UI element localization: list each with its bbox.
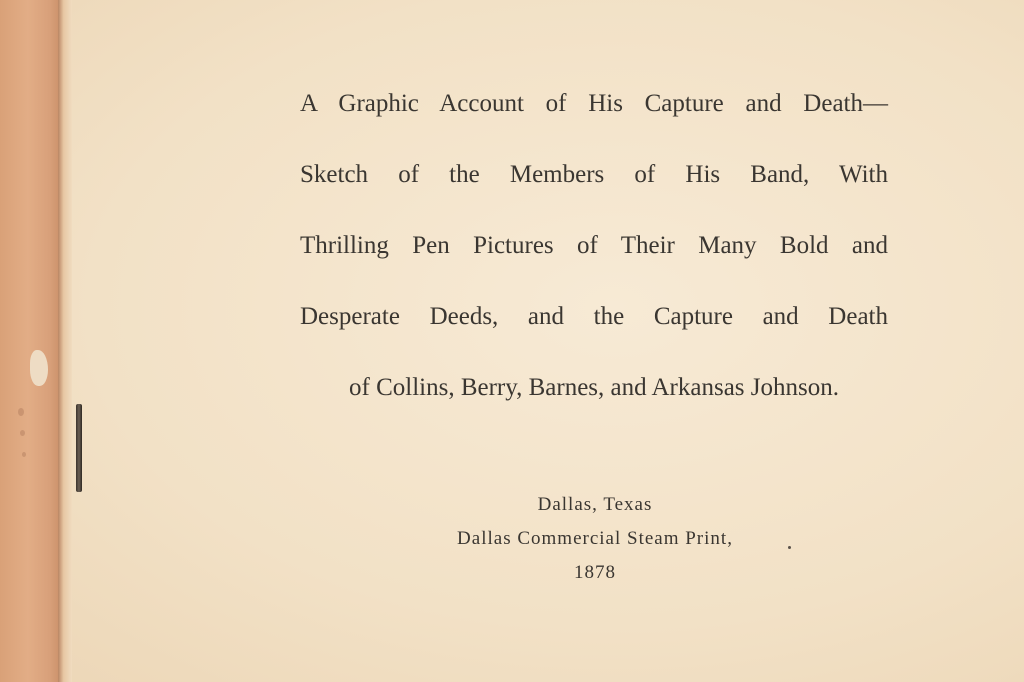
paper-tear: [30, 350, 48, 386]
subtitle-line-3: Thrilling Pen Pictures of Their Many Bold and: [300, 232, 888, 259]
subtitle-line-2: Sketch of the Members of His Band, With: [300, 161, 888, 188]
ink-dot: [788, 546, 791, 549]
subtitle-line-5: of Collins, Berry, Barnes, and Arkansas Johnson.: [349, 374, 839, 401]
staple: [76, 404, 82, 492]
stain-mark: [22, 452, 26, 457]
book-spine: [0, 0, 62, 682]
imprint-publisher: Dallas Commercial Steam Print,: [457, 528, 733, 549]
subtitle-line-1: A Graphic Account of His Capture and Death—: [300, 90, 888, 117]
stain-mark: [18, 408, 24, 416]
subtitle-line-4: Desperate Deeds, and the Capture and Death: [300, 303, 888, 330]
imprint-place: Dallas, Texas: [537, 494, 653, 515]
spine-edge: [58, 0, 72, 682]
stain-mark: [20, 430, 25, 436]
imprint-year: 1878: [574, 562, 616, 583]
